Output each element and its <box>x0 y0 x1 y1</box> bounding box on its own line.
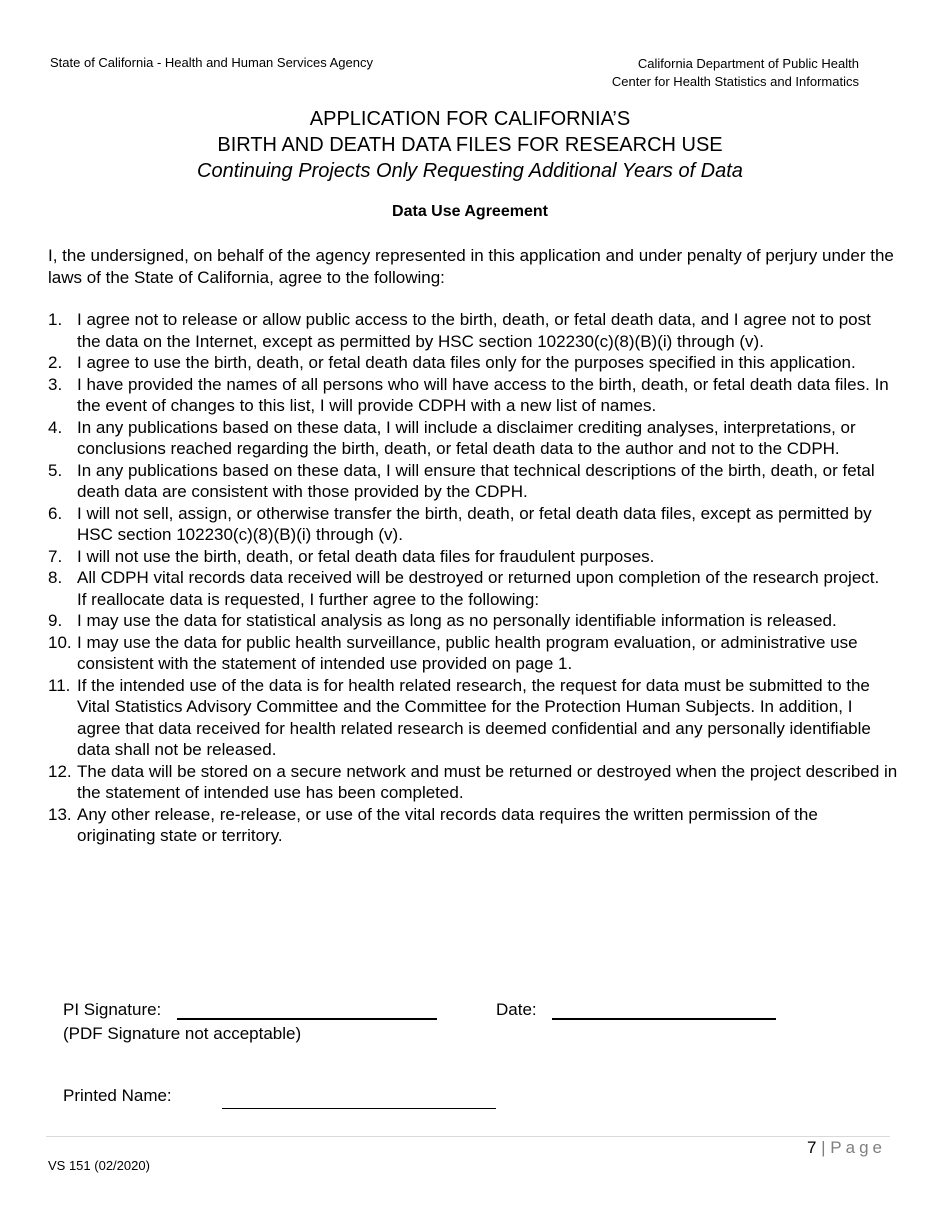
page-number-value: 7 <box>806 1138 817 1157</box>
item-text: I will not use the birth, death, or fetal death data files for fraudulent purposes. <box>77 546 655 566</box>
page-word: Page <box>830 1138 886 1157</box>
agreement-list <box>48 309 898 847</box>
header-department-line1: California Department of Public Health <box>637 56 859 71</box>
item-text: If the intended use of the data is for health related research, the request for data must be submitted to the Vital Statistics Advisory Committee and the Committee for the Protection Human Subjects. In addition, I agree that data received for health related research is deemed confidential and any personally identifiable data shall not be released. <box>77 675 871 759</box>
title-subtitle: Continuing Projects Only Requesting Additional Years of Data <box>197 160 743 182</box>
item-number: 13. <box>48 804 72 824</box>
header-agency: State of California - Health and Human Services Agency <box>50 55 374 70</box>
item-number: 5. <box>48 460 63 480</box>
agreement-item <box>48 417 898 460</box>
reallocate-note: If reallocate data is requested, I further agree to the following: <box>77 589 540 609</box>
item-number: 2. <box>48 353 63 372</box>
section-title: Data Use Agreement <box>392 203 548 220</box>
item-number: 4. <box>48 417 63 437</box>
item-number: 10. <box>48 632 72 652</box>
printed-name-label: Printed Name: <box>63 1086 172 1105</box>
document-title <box>0 106 940 184</box>
signature-block <box>63 1000 537 1110</box>
item-number: 3. <box>48 374 63 394</box>
item-number: 11. <box>48 675 71 695</box>
pi-signature-row <box>63 1000 537 1024</box>
pi-signature-label: PI Signature: <box>63 1000 162 1019</box>
agreement-item <box>48 352 898 374</box>
printed-name-field[interactable] <box>222 1108 496 1109</box>
printed-name-row <box>63 1086 301 1110</box>
item-text: All CDPH vital records data received will be destroyed or returned upon completion of the research project. <box>77 568 880 587</box>
agreement-item <box>48 374 898 417</box>
item-text: I may use the data for public health surveillance, public health program evaluation, or administrative use consistent with the statement of intended use provided on page 1. <box>77 632 858 673</box>
item-text: In any publications based on these data, I will ensure that technical descriptions of the birth, death, or fetal death data are consistent with those provided by the CDPH. <box>77 460 875 501</box>
item-text: In any publications based on these data, I will include a disclaimer crediting analyses, interpretations, or conclusions reached regarding the birth, death, or fetal death data to the author and not to the CDPH. <box>77 417 856 458</box>
item-text: I may use the data for statistical analysis as long as no personally identifiable information is released. <box>77 611 837 630</box>
item-text: I have provided the names of all persons who will have access to the birth, death, or fetal death data files. In the event of changes to this list, I will provide CDPH with a new list of names. <box>77 374 889 415</box>
agreement-item <box>48 460 898 503</box>
date-label: Date: <box>496 1000 537 1019</box>
form-id: VS 151 (02/2020) <box>48 1158 150 1173</box>
item-number: 1. <box>48 310 63 329</box>
item-number: 6. <box>48 503 63 523</box>
agreement-item <box>48 632 898 675</box>
item-text: I agree to use the birth, death, or fetal death data files only for the purposes specified in this application. <box>77 353 856 372</box>
item-number: 12. <box>48 761 72 781</box>
agreement-item <box>48 610 898 632</box>
agreement-item <box>48 546 898 568</box>
item-text: I agree not to release or allow public access to the birth, death, or fetal death data, and I agree not to post the data on the Internet, except as permitted by HSC section 102230(c)(8)(B)(i) through (v). <box>77 310 871 351</box>
page-separator: | <box>821 1138 826 1157</box>
header-department <box>612 55 859 91</box>
pi-signature-field[interactable] <box>177 1018 437 1020</box>
agreement-item <box>48 804 898 847</box>
item-number: 8. <box>48 568 63 587</box>
intro-paragraph: I, the undersigned, on behalf of the agency represented in this application and under penalty of perjury under the laws of the State of California, agree to the following: <box>48 246 894 287</box>
item-number: 7. <box>48 546 63 566</box>
item-text: Any other release, re-release, or use of the vital records data requires the written permission of the originating state or territory. <box>77 804 818 845</box>
title-line-2: BIRTH AND DEATH DATA FILES FOR RESEARCH USE <box>217 134 723 156</box>
item-text: I will not sell, assign, or otherwise transfer the birth, death, or fetal death data files, except as permitted by HSC section 102230(c)(8)(B)(i) through (v). <box>77 503 872 544</box>
agreement-item <box>48 567 898 589</box>
header-department-line2: Center for Health Statistics and Informatics <box>611 74 859 89</box>
agreement-item <box>48 503 898 546</box>
date-field[interactable] <box>552 1018 776 1020</box>
title-line-1: APPLICATION FOR CALIFORNIA’S <box>309 108 631 130</box>
page-number <box>807 1138 886 1158</box>
item-text: The data will be stored on a secure network and must be returned or destroyed when the project described in the statement of intended use has been completed. <box>77 761 898 802</box>
pi-signature-note: (PDF Signature not acceptable) <box>63 1024 302 1043</box>
item-number: 9. <box>48 611 63 630</box>
agreement-item <box>48 309 898 352</box>
agreement-item <box>48 675 898 761</box>
footer-divider <box>46 1136 890 1137</box>
agreement-item <box>48 761 898 804</box>
